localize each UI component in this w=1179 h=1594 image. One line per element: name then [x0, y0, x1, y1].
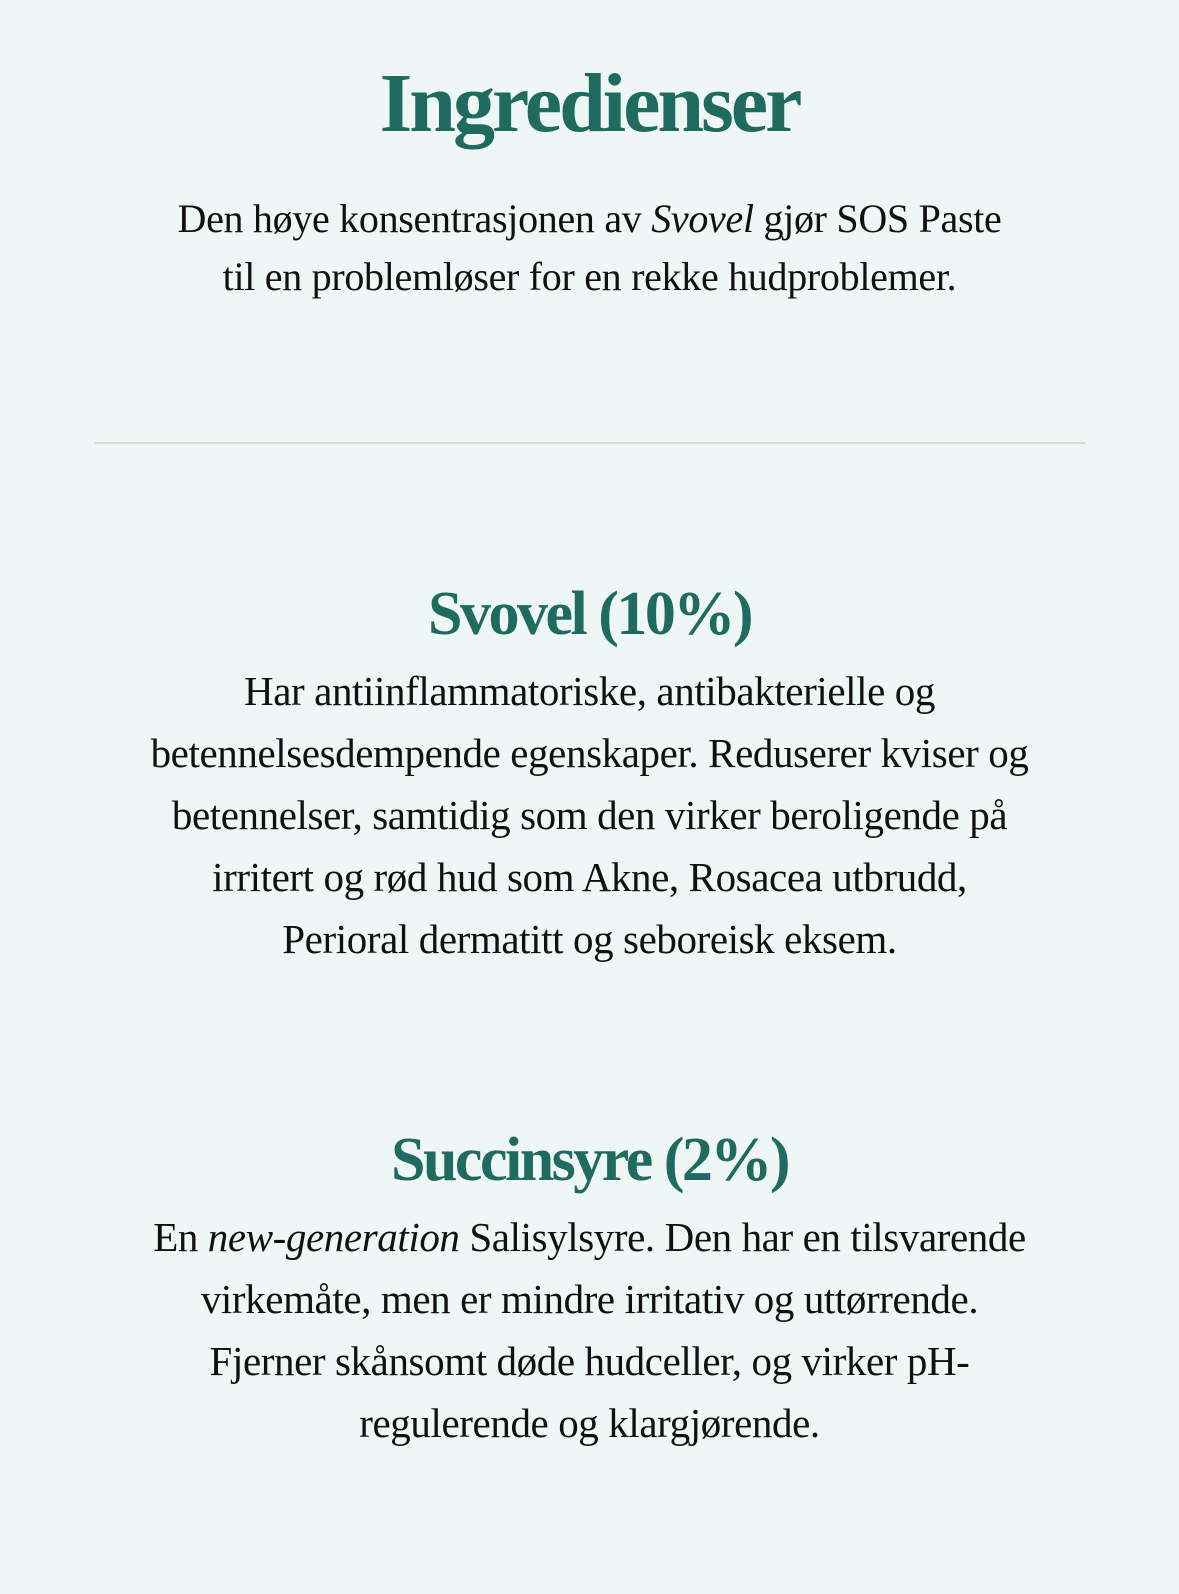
intro-text-before: Den høye konsentrasjonen av [177, 196, 652, 241]
section-divider [95, 442, 1085, 444]
ingredient-text-after: Har antiinflammatoriske, antibakterielle og betennelsesdempende egenskaper. Reduserer kviser og betennelser, samtidig som den virker beroligende på irritert og rød hud som Akne, Rosacea utbrudd, Perioral dermatitt og seboreisk eksem. [150, 668, 1029, 962]
page-title: Ingredienser [379, 57, 800, 150]
intro-emphasis: Svovel [651, 196, 754, 241]
ingredient-title-svovel: Svovel (10%) [427, 580, 752, 648]
ingredient-description-succinsyre [150, 1206, 1029, 1454]
intro-text-after: gjør SOS Paste til en problemløser for en rekke hudproblemer. [222, 196, 1002, 299]
intro-paragraph [170, 190, 1009, 306]
ingredient-emphasis: new-generation [207, 1214, 460, 1260]
ingredient-description-svovel [150, 660, 1029, 970]
ingredient-title-succinsyre: Succinsyre (2%) [390, 1126, 789, 1194]
ingredient-text-before: En [153, 1214, 208, 1260]
ingredient-text-after: Salisylsyre. Den har en tilsvarende virkemåte, men er mindre irritativ og uttørrende. Fjerner skånsomt døde hudceller, og virker pH-regulerende og klargjørende. [200, 1214, 1026, 1446]
